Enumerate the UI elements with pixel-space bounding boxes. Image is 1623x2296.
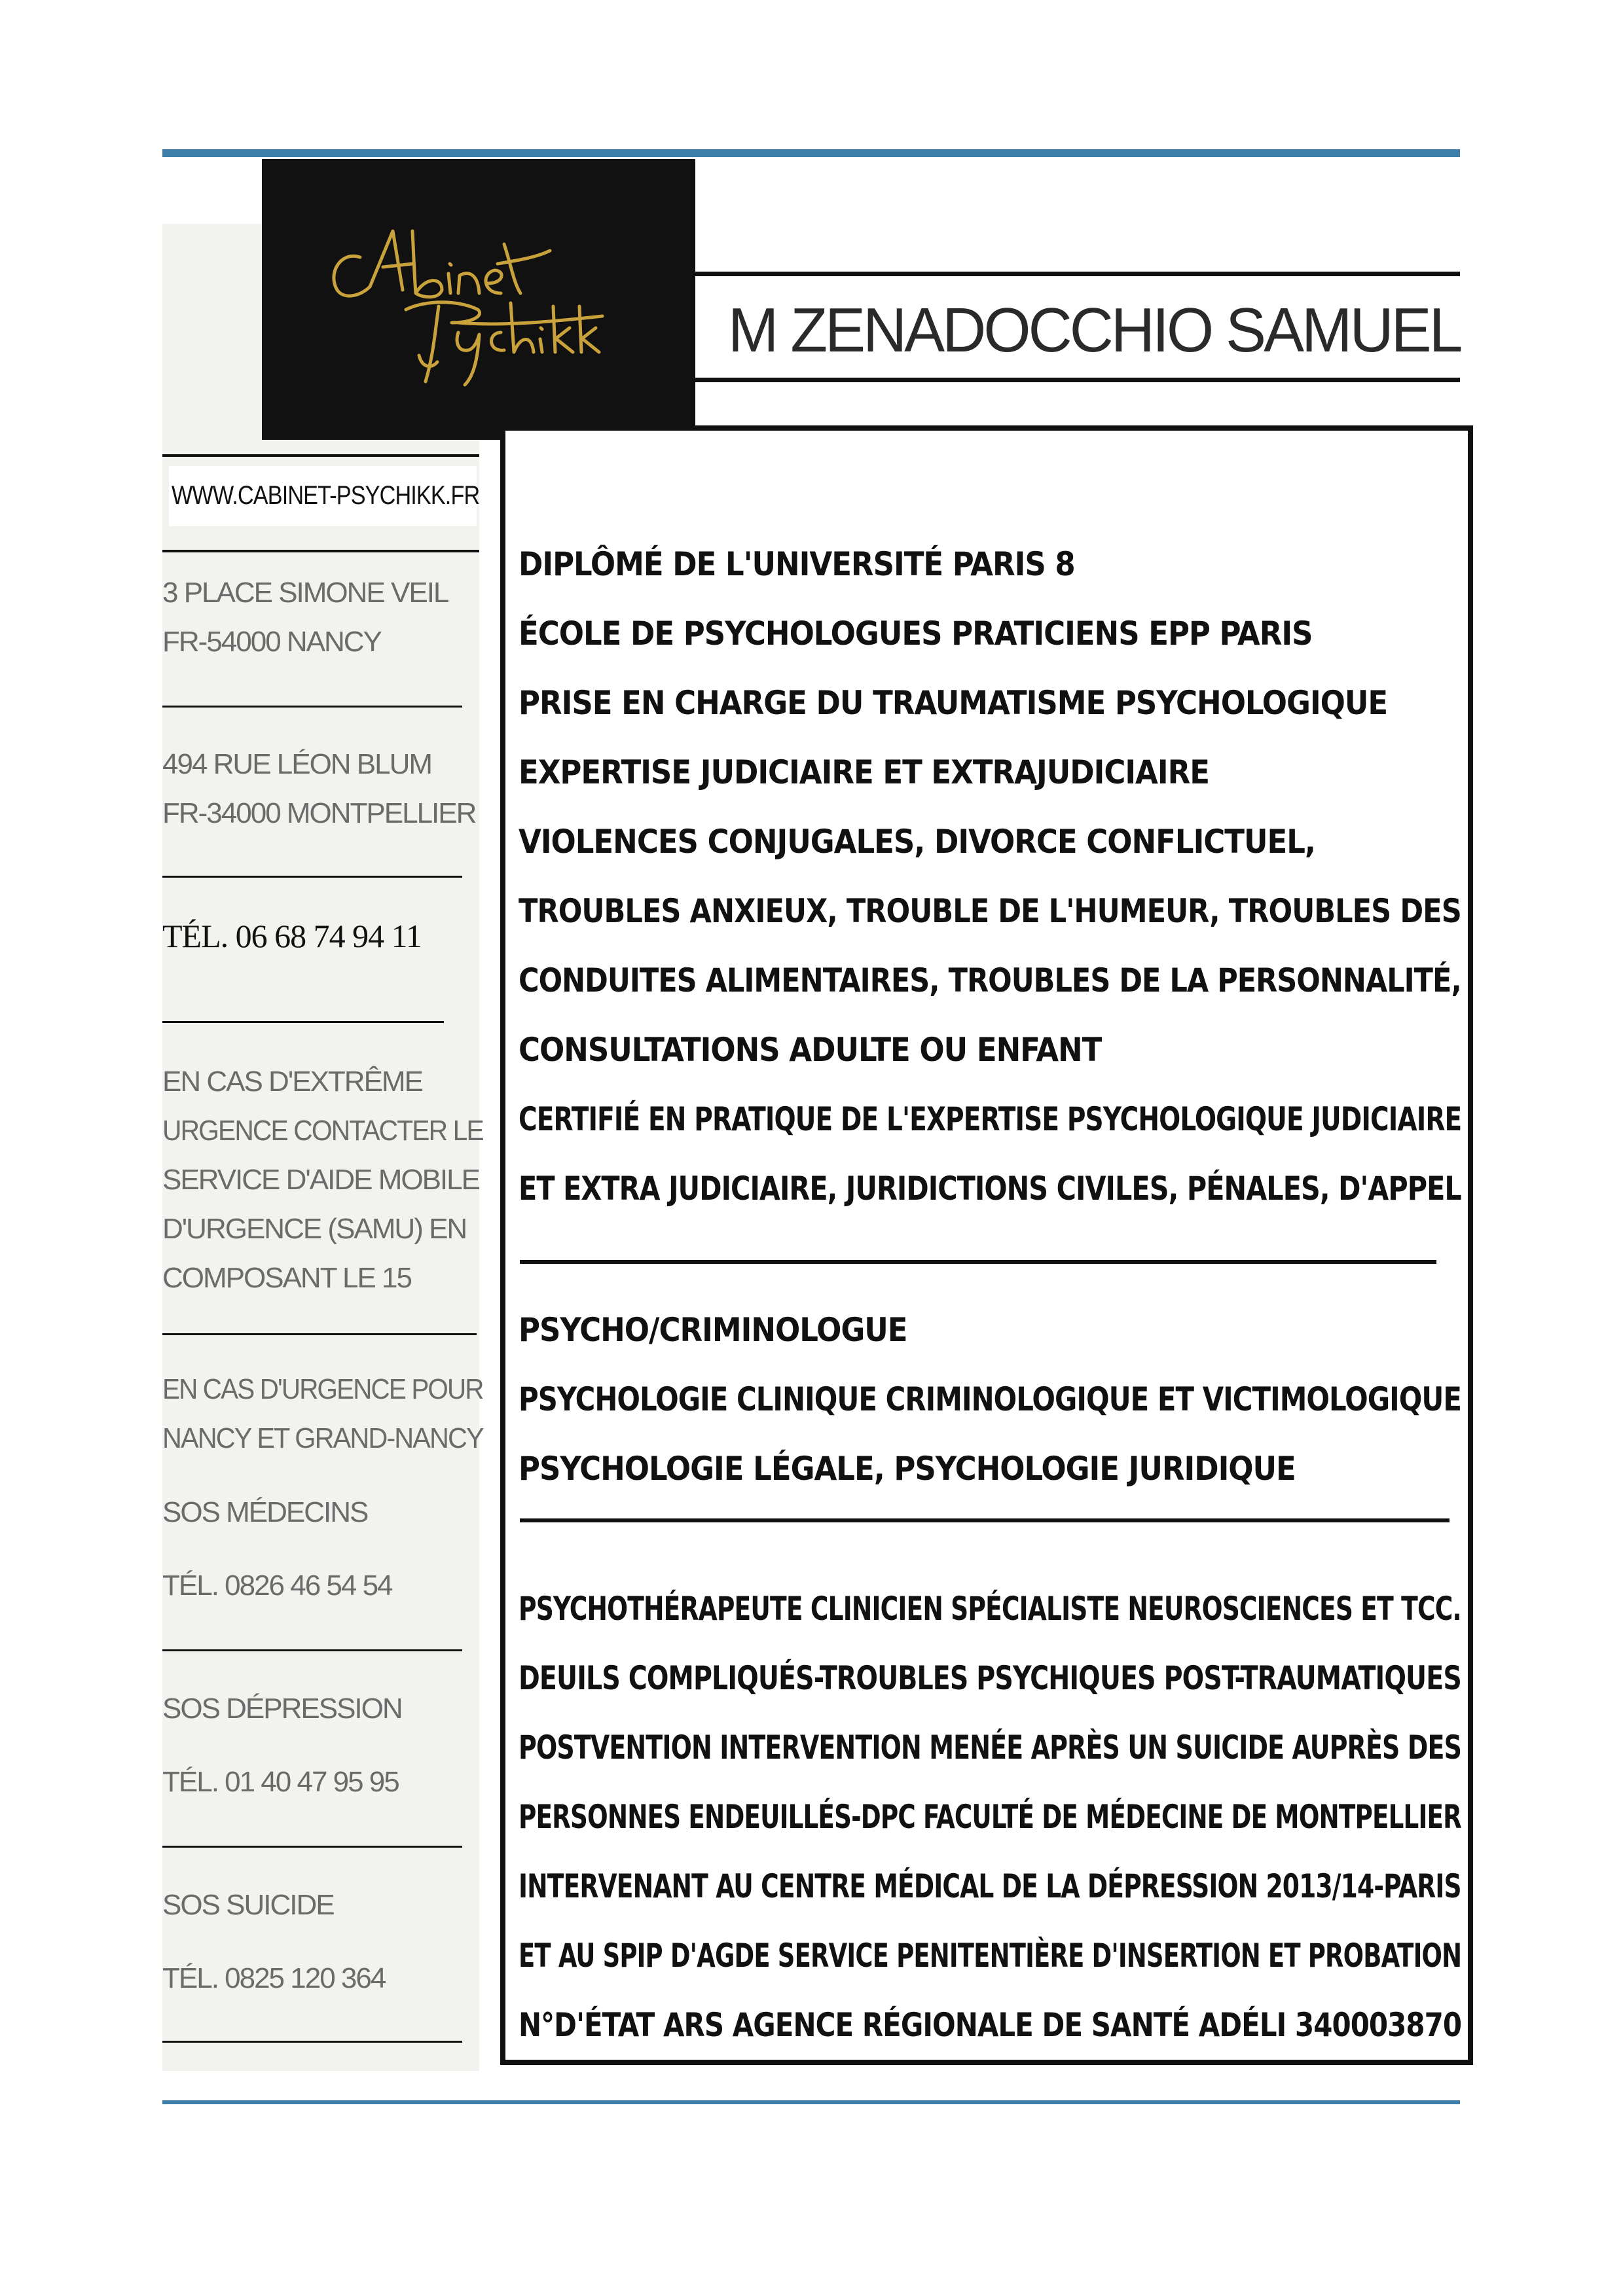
qualification-line: PSYCHOTHÉRAPEUTE CLINICIEN SPÉCIALISTE NEUROSCIENCES ET TCC. <box>519 1590 1461 1628</box>
website-link[interactable]: WWW.CABINET-PSYCHIKK.FR <box>172 481 480 510</box>
sidebar-divider <box>162 1021 444 1023</box>
website-rule-top <box>162 454 479 457</box>
address-montpellier-line2: FR-34000 MONTPELLIER <box>162 797 476 829</box>
bottom-accent-rule <box>162 2100 1460 2104</box>
address-montpellier-line1: 494 RUE LÉON BLUM <box>162 748 432 780</box>
qualification-line: INTERVENANT AU CENTRE MÉDICAL DE LA DÉPRESSION 2013/14-PARIS <box>519 1867 1461 1905</box>
qualification-line: CONDUITES ALIMENTAIRES, TROUBLES DE LA PERSONNALITÉ, <box>519 961 1461 999</box>
qualification-line: PERSONNES ENDEUILLÉS-DPC FACULTÉ DE MÉDECINE DE MONTPELLIER <box>519 1798 1461 1836</box>
sidebar-divider <box>162 876 462 878</box>
sidebar-divider <box>162 1333 477 1335</box>
sos-suicide-phone[interactable]: TÉL. 0825 120 364 <box>162 1962 386 1994</box>
top-accent-rule <box>162 149 1460 157</box>
emergency-line4: D'URGENCE (SAMU) EN <box>162 1213 467 1245</box>
header-rule-bottom <box>695 378 1460 382</box>
sos-medecins-phone[interactable]: TÉL. 0826 46 54 54 <box>162 1570 392 1602</box>
phone-number[interactable]: TÉL. 06 68 74 94 11 <box>162 918 422 954</box>
qualification-line: POSTVENTION INTERVENTION MENÉE APRÈS UN SUICIDE AUPRÈS DES <box>519 1729 1462 1767</box>
urgent-nancy-line1: EN CAS D'URGENCE POUR <box>162 1373 483 1405</box>
sos-suicide-label: SOS SUICIDE <box>162 1889 334 1921</box>
emergency-line5: COMPOSANT LE 15 <box>162 1262 411 1294</box>
qualification-line: DIPLÔMÉ DE L'UNIVERSITÉ PARIS 8 <box>519 545 1075 583</box>
address-nancy-line1: 3 PLACE SIMONE VEIL <box>162 577 448 609</box>
qualification-line: ET AU SPIP D'AGDE SERVICE PENITENTIÈRE D'INSERTION ET PROBATION <box>519 1937 1462 1975</box>
emergency-line2: URGENCE CONTACTER LE <box>162 1115 483 1147</box>
website-rule-bottom <box>162 550 479 552</box>
address-nancy-line2: FR-54000 NANCY <box>162 626 381 658</box>
logo-signature-icon <box>262 159 695 440</box>
urgent-nancy-line2: NANCY ET GRAND-NANCY <box>162 1422 483 1454</box>
qualification-line: CONSULTATIONS ADULTE OU ENFANT <box>519 1031 1102 1069</box>
qualification-line: VIOLENCES CONJUGALES, DIVORCE CONFLICTUEL, <box>519 823 1316 861</box>
qualification-line: EXPERTISE JUDICIAIRE ET EXTRAJUDICIAIRE <box>519 753 1209 791</box>
sos-depression-phone[interactable]: TÉL. 01 40 47 95 95 <box>162 1766 399 1798</box>
logo <box>262 159 695 440</box>
emergency-line3: SERVICE D'AIDE MOBILE <box>162 1164 479 1196</box>
sos-medecins-label: SOS MÉDECINS <box>162 1496 368 1528</box>
qualification-line: PSYCHO/CRIMINOLOGUE <box>519 1311 907 1349</box>
qualification-line: TROUBLES ANXIEUX, TROUBLE DE L'HUMEUR, TROUBLES DES <box>519 892 1461 930</box>
qualification-line: ÉCOLE DE PSYCHOLOGUES PRATICIENS EPP PARIS <box>519 615 1313 653</box>
section-divider <box>520 1260 1436 1264</box>
sidebar-divider <box>162 1846 462 1848</box>
section-divider <box>520 1518 1450 1522</box>
practitioner-name: M ZENADOCCHIO SAMUEL <box>728 295 1461 365</box>
sidebar-divider <box>162 2041 462 2043</box>
qualification-line: CERTIFIÉ EN PRATIQUE DE L'EXPERTISE PSYCHOLOGIQUE JUDICIAIRE <box>519 1100 1462 1138</box>
emergency-line1: EN CAS D'EXTRÊME <box>162 1066 422 1098</box>
sidebar-divider <box>162 1649 462 1651</box>
header-rule-top <box>695 272 1460 276</box>
qualification-line: PRISE EN CHARGE DU TRAUMATISME PSYCHOLOGIQUE <box>519 684 1388 722</box>
qualification-line: N°D'ÉTAT ARS AGENCE RÉGIONALE DE SANTÉ ADÉLI 340003870 <box>519 2006 1462 2044</box>
sos-depression-label: SOS DÉPRESSION <box>162 1693 402 1725</box>
qualification-line: PSYCHOLOGIE LÉGALE, PSYCHOLOGIE JURIDIQUE <box>519 1450 1296 1488</box>
qualification-line: ET EXTRA JUDICIAIRE, JURIDICTIONS CIVILES, PÉNALES, D'APPEL <box>519 1170 1461 1208</box>
qualification-line: PSYCHOLOGIE CLINIQUE CRIMINOLOGIQUE ET VICTIMOLOGIQUE <box>519 1380 1462 1418</box>
sidebar-divider <box>162 706 462 708</box>
qualification-line: DEUILS COMPLIQUÉS-TROUBLES PSYCHIQUES POST-TRAUMATIQUES <box>519 1659 1461 1697</box>
